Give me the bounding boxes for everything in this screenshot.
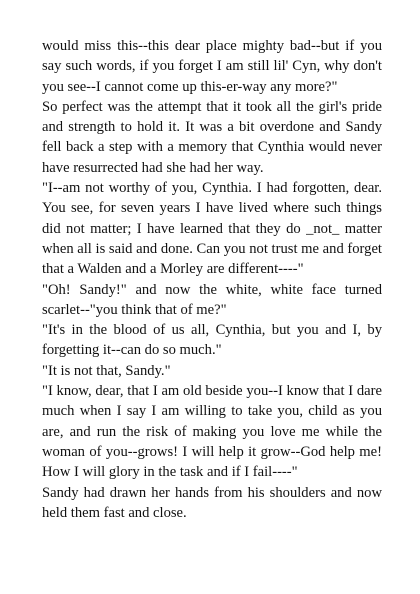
paragraph-7: "I know, dear, that I am old beside you--I know that I dare much when I say I am willing to take you, child as you are, and run the risk of making you love me while the woman of you--grows! I will help it grow--God help me! How I will glory in the task and if I fail----": [42, 383, 382, 481]
paragraph-5: "It's in the blood of us all, Cynthia, but you and I, by forgetting it--can do so much.": [42, 322, 382, 359]
paragraph-4: "Oh! Sandy!" and now the white, white face turned scarlet--"you think that of me?": [42, 281, 382, 318]
paragraph-6: "It is not that, Sandy.": [42, 362, 171, 379]
paragraph-2: So perfect was the attempt that it took all the girl's pride and strength to hold it. It was a bit overdone and Sandy fell back a step with a memory that Cynthia would never have resurrected had she had her way.: [42, 98, 382, 176]
paragraph-1: would miss this--this dear place mighty bad--but if you say such words, if you forget I am still lil' Cyn, why don't you see--I cannot come up this-er-way any more?": [42, 38, 382, 95]
paragraph-8: Sandy had drawn her hands from his shoulders and now held them fast and close.: [42, 484, 382, 521]
paragraph-3: "I--am not worthy of you, Cynthia. I had forgotten, dear. You see, for seven years I have lived where such things did not matter; I have learned that they do _not_ matter when all is said and done. Can you not trust me and forget that a Walden and a Morley are different----": [42, 180, 382, 278]
page-body: [42, 36, 382, 523]
